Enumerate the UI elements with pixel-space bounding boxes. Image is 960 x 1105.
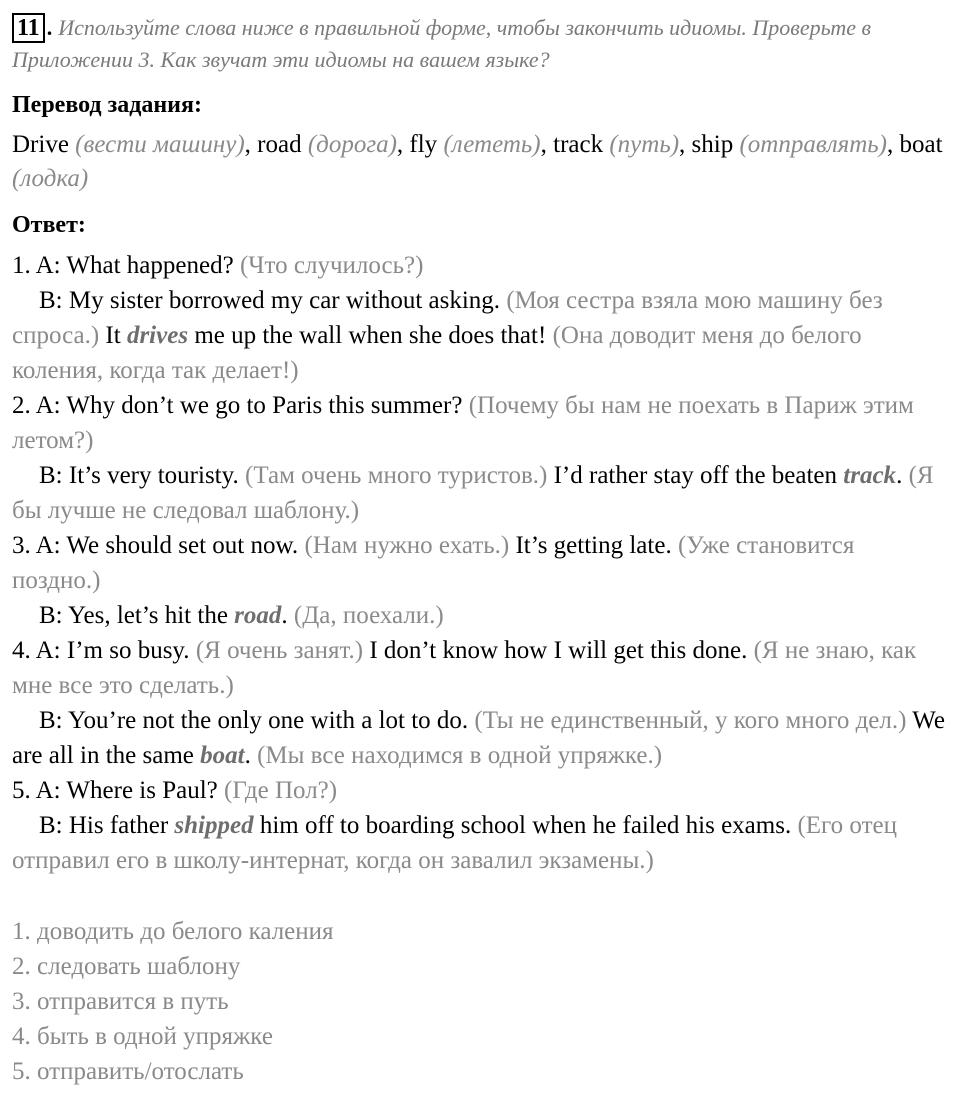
keyword: track [843, 462, 897, 489]
task-instruction: Используйте слова ниже в правильной форме, чтобы закончить идиомы. Проверьте в Приложении 3. Как звучат эти идиомы на вашем языке? [12, 15, 872, 72]
dialog-2-b: B: It’s very touristy. (Там очень много туристов.) I’d rather stay off the beaten track. (Я бы лучше не следовал шаблону.) [12, 462, 934, 524]
word-ru: (лодка) [12, 165, 89, 192]
dialog-4-a: 4. A: I’m so busy. (Я очень занят.) I don’t know how I will get this done. (Я не знаю, как мне все это сделать.) [12, 637, 917, 699]
word-en: Drive [12, 131, 69, 158]
exercise-page [12, 12, 947, 1089]
task-instruction-block: 11 . Используйте слова ниже в правильной форме, чтобы закончить идиомы. Проверьте в Приложении 3. Как звучат эти идиомы на вашем языке? [12, 15, 872, 72]
idiom-translation-list [12, 914, 947, 1089]
dialog-3-a: 3. A: We should set out now. (Нам нужно ехать.) It’s getting late. (Уже становится поздно.) [12, 532, 855, 594]
word-list: Drive (вести машину), road (дорога), fly (лететь), track (путь), ship (отправлять), boat (лодка) [12, 131, 943, 192]
dialog-4-b: B: You’re not the only one with a lot to do. (Ты не единственный, у кого много дел.) We are all in the same boat. (Мы все находимся в одной упряжке.) [12, 707, 945, 769]
word-ru: (путь) [609, 131, 680, 158]
dialog-3-b: B: Yes, let’s hit the road. (Да, поехали.) [39, 602, 444, 629]
keyword: drives [126, 322, 189, 349]
dialog-1-b: B: My sister borrowed my car without asking. (Моя сестра взяла мою машину без спроса.) It drives me up the wall when she does that! (Она доводит меня до белого коления, когда так делает!) [12, 287, 883, 384]
list-item: 3. отправится в путь [12, 988, 229, 1015]
translation-heading: Перевод задания: [12, 92, 202, 118]
keyword: road [234, 602, 282, 629]
list-item: 2. следовать шаблону [12, 953, 241, 980]
keyword: shipped [174, 812, 254, 839]
list-item: 4. быть в одной упряжке [12, 1023, 273, 1050]
word-en: road [257, 131, 302, 158]
dialog-5-a: 5. A: Where is Paul? (Где Пол?) [12, 777, 338, 804]
keyword: boat [200, 742, 245, 769]
word-ru: (лететь) [443, 131, 541, 158]
word-en: ship [691, 131, 734, 158]
task-number: 11 [12, 13, 45, 43]
word-ru: (вести машину) [75, 131, 245, 158]
dialog-5-b: B: His father shipped him off to boarding school when he failed his exams. (Его отец отправил его в школу-интернат, когда он завалил экзамены.) [12, 812, 898, 874]
answer-dialogs [12, 248, 947, 878]
list-item: 5. отправить/отослать [12, 1058, 244, 1085]
answer-heading: Ответ: [12, 212, 86, 238]
word-en: fly [409, 131, 438, 158]
list-item: 1. доводить до белого каления [12, 918, 334, 945]
dialog-2-a: 2. A: Why don’t we go to Paris this summer? (Почему бы нам не поехать в Париж этим летом?) [12, 392, 914, 454]
word-en: boat [899, 131, 943, 158]
dialog-1-a: 1. A: What happened? (Что случилось?) [12, 252, 424, 279]
word-en: track [553, 131, 604, 158]
word-ru: (отправлять) [739, 131, 887, 158]
word-ru: (дорога) [307, 131, 397, 158]
